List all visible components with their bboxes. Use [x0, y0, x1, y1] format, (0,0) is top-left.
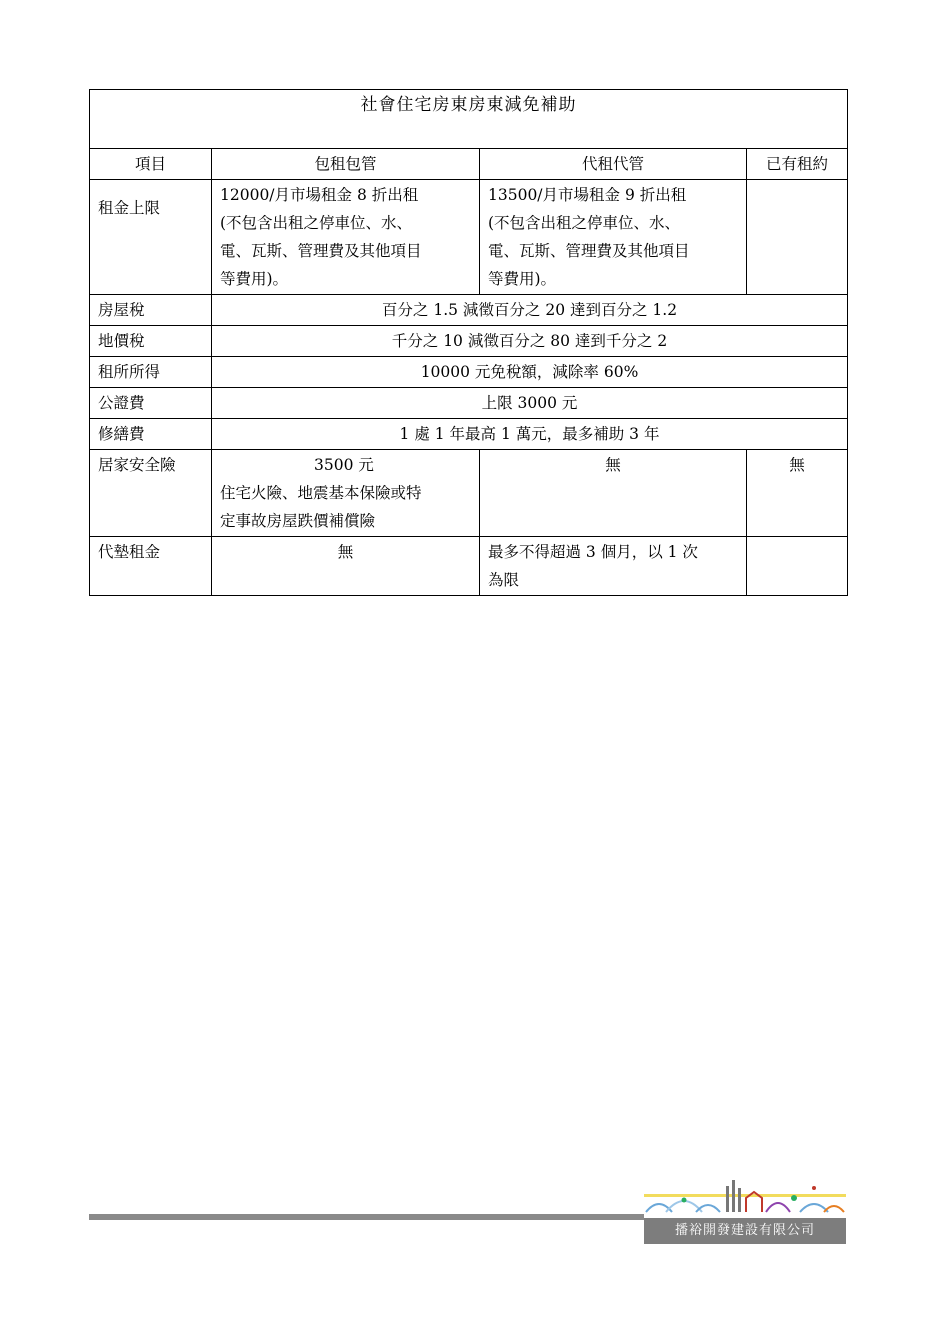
row-label-rent-cap: 租金上限 [90, 180, 212, 295]
company-name: 播裕開發建設有限公司 [644, 1218, 846, 1244]
text-line: 定事故房屋跌價補償險 [220, 512, 376, 530]
row-label-house-tax: 房屋稅 [90, 295, 212, 326]
rent-cap-existing [747, 180, 848, 295]
table-row [90, 450, 848, 537]
row-label-repair-fee: 修繕費 [90, 419, 212, 450]
text-line: 電、瓦斯、管理費及其他項目 [220, 242, 422, 260]
header-item: 項目 [90, 149, 212, 180]
row-label-notary-fee: 公證費 [90, 388, 212, 419]
home-insurance-existing: 無 [747, 450, 848, 537]
repair-fee-value: 1 處 1 年最高 1 萬元，最多補助 3 年 [212, 419, 848, 450]
table-row [90, 295, 848, 326]
notary-fee-value: 上限 3000 元 [212, 388, 848, 419]
text-line: 住宅火險、地震基本保險或特 [220, 484, 422, 502]
row-label-land-tax: 地價稅 [90, 326, 212, 357]
table-row [90, 180, 848, 295]
rent-advance-lease-mgmt: 無 [212, 537, 480, 596]
header-existing-lease: 已有租約 [747, 149, 848, 180]
text-line: (不包含出租之停車位、水、 [488, 214, 681, 232]
text-line: 3500 元 [314, 456, 374, 474]
header-agency-mgmt: 代租代管 [480, 149, 747, 180]
header-row [90, 149, 848, 180]
table-row [90, 419, 848, 450]
table-row [90, 537, 848, 596]
table-title: 社會住宅房東房東減免補助 [90, 90, 848, 149]
row-label-rental-income: 租所所得 [90, 357, 212, 388]
rent-cap-agency-mgmt [480, 180, 747, 295]
home-insurance-agency-mgmt: 無 [480, 450, 747, 537]
text-line: 12000/月市場租金 8 折出租 [220, 186, 419, 204]
rental-income-value: 10000 元免稅額，減除率 60% [212, 357, 848, 388]
title-row [90, 90, 848, 149]
text-line: 最多不得超過 3 個月，以 1 次 [488, 543, 698, 561]
header-lease-mgmt: 包租包管 [212, 149, 480, 180]
home-insurance-lease-mgmt [212, 450, 480, 537]
text-line: 為限 [488, 571, 520, 589]
table-row [90, 357, 848, 388]
land-tax-value: 千分之 10 減徵百分之 80 達到千分之 2 [212, 326, 848, 357]
table-row [90, 388, 848, 419]
row-label-home-insurance: 居家安全險 [90, 450, 212, 537]
rent-advance-existing [747, 537, 848, 596]
house-tax-value: 百分之 1.5 減徵百分之 20 達到百分之 1.2 [212, 295, 848, 326]
text-line: (不包含出租之停車位、水、 [220, 214, 413, 232]
rent-cap-lease-mgmt [212, 180, 480, 295]
footer-divider [89, 1214, 644, 1220]
table-row [90, 326, 848, 357]
rent-advance-agency-mgmt [480, 537, 747, 596]
row-label-rent-advance: 代墊租金 [90, 537, 212, 596]
city-skyline-logo-icon [644, 1176, 846, 1216]
text-line: 等費用)。 [488, 270, 557, 288]
text-line: 等費用)。 [220, 270, 289, 288]
text-line: 電、瓦斯、管理費及其他項目 [488, 242, 690, 260]
text-line: 13500/月市場租金 9 折出租 [488, 186, 687, 204]
subsidy-table [89, 89, 848, 596]
